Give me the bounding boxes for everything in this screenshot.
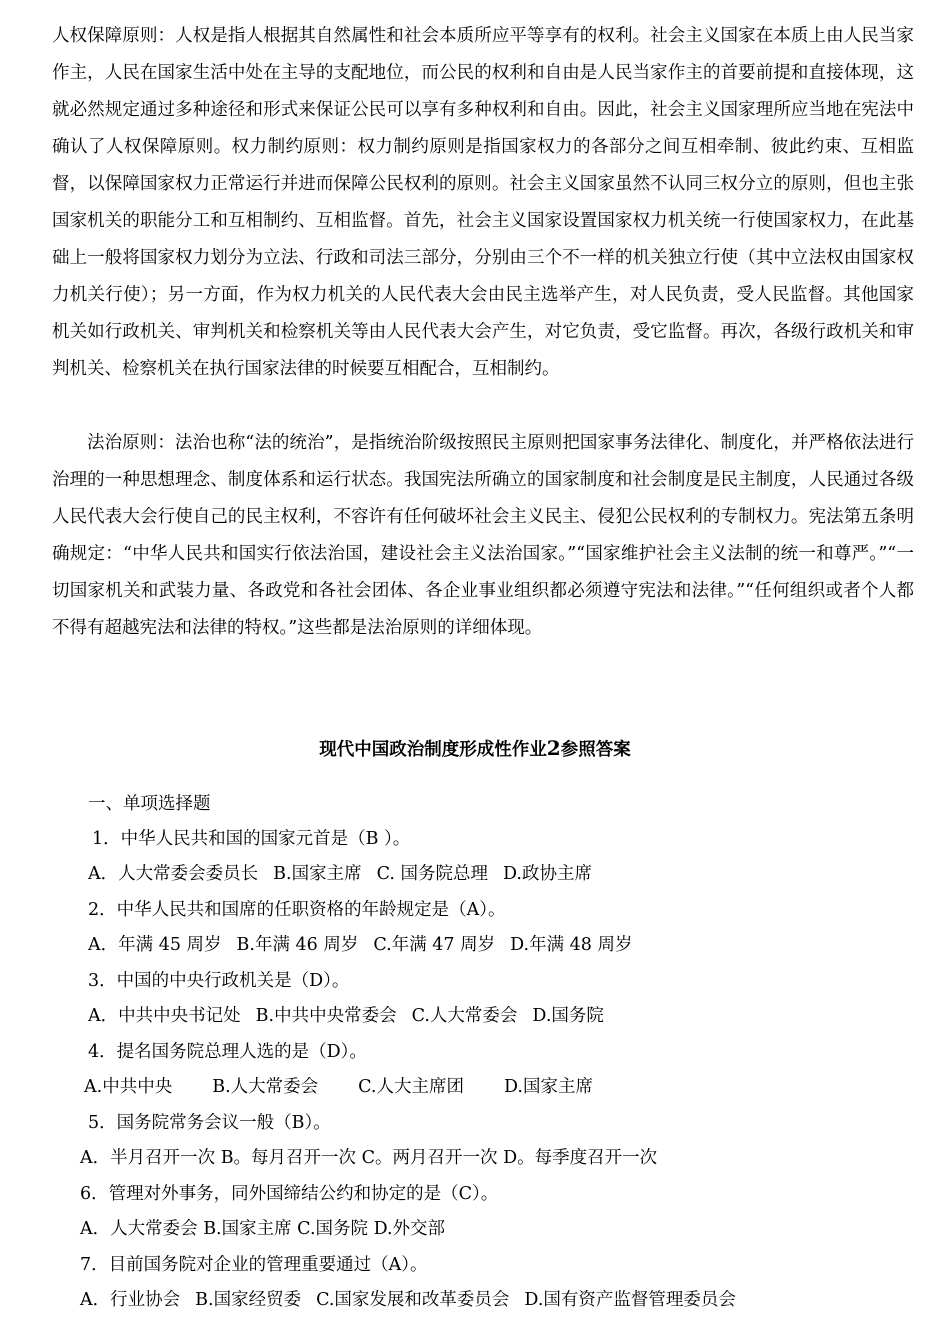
option-b: B.人大常委会 [212,1077,319,1097]
question-7: 7．目前国务院对企业的管理重要通过（A）。 [80,1255,428,1275]
option-a: A．行业协会 [80,1290,181,1310]
question-1-options [88,860,607,885]
option-a: A．人大常委会委员长 [88,864,259,884]
section-heading: 一、单项选择题 [88,794,211,814]
title-text-post: 参照答案 [560,740,631,760]
option-c: C. 国务院总理 [376,864,488,884]
option-b: B.国家主席 [273,864,362,884]
question-3: 3．中国的中央行政机关是（D）。 [88,971,350,991]
question-6: 6．管理对外事务，同外国缔结公约和协定的是（C）。 [80,1184,499,1204]
title-number: 2 [546,736,561,760]
section-title [0,736,950,761]
option-a: A．年满 45 周岁 [88,935,222,955]
option-d: D.年满 48 周岁 [510,935,633,955]
option-d: D.政协主席 [502,864,592,884]
option-a: A.中共中央 [84,1077,173,1097]
question-5: 5．国务院常务会议一般（B）。 [88,1113,331,1133]
question-1: 1．中华人民共和国的国家元首是（B ）。 [92,829,411,849]
option-c: C.人大主席团 [358,1077,464,1097]
question-5-options: A．半月召开一次 B。每月召开一次 C。两月召开一次 D。每季度召开一次 [80,1148,658,1168]
option-a: A．中共中央书记处 [88,1006,241,1026]
option-c: C.年满 47 周岁 [373,935,496,955]
paragraph-rule-of-law: 法治原则：法治也称“法的统治”，是指统治阶级按照民主原则把国家事务法律化、制度化，并严格依法进行治理的一种思想理念、制度体系和运行状态。我国宪法所确立的国家制度和社会制度是民主制度，人民通过各级人民代表大会行使自己的民主权利，不容许有任何破坏社会主义民主、侵犯公民权利的专制权力。宪法第五条明确规定：“中华人民共和国实行依法治国，建设社会主义法治国家。”“国家维护社会主义法制的统一和尊严。”“一切国家机关和武装力量、各政党和各社会团体、各企业事业组织都必须遵守宪法和法律。”“任何组织或者个人都不得有超越宪法和法律的特权。”这些都是法治原则的详细体现。 [52,433,914,638]
option-b: B.年满 46 周岁 [236,935,359,955]
question-6-options: A．人大常委会 B.国家主席 C.国务院 D.外交部 [80,1219,446,1239]
option-c: C.人大常委会 [411,1006,518,1026]
option-d: D.国有资产监督管理委员会 [524,1290,736,1310]
question-2-options [88,931,647,956]
option-d: D.国务院 [532,1006,604,1026]
question-7-options [80,1286,751,1311]
option-b: B.国家经贸委 [195,1290,302,1310]
paragraph-human-rights: 人权保障原则：人权是指人根据其自然属性和社会本质所应平等享有的权利。社会主义国家在本质上由人民当家作主，人民在国家生活中处在主导的支配地位，而公民的权利和自由是人民当家作主的首要前提和直接体现，这就必然规定通过多种途径和形式来保证公民可以享有多种权利和自由。因此，社会主义国家理所应当地在宪法中确认了人权保障原则。权力制约原则：权力制约原则是指国家权力的各部分之间互相牵制、彼此约束、互相监督，以保障国家权力正常运行并进而保障公民权利的原则。社会主义国家虽然不认同三权分立的原则，但也主张国家机关的职能分工和互相制约、互相监督。首先，社会主义国家设置国家权力机关统一行使国家权力，在此基础上一般将国家权力划分为立法、行政和司法三部分，分别由三个不一样的机关独立行使（其中立法权由国家权力机关行使）；另一方面，作为权力机关的人民代表大会由民主选举产生，对人民负责，受人民监督。其他国家机关如行政机关、审判机关和检察机关等由人民代表大会产生，对它负责，受它监督。再次，各级行政机关和审判机关、检察机关在执行国家法律的时候要互相配合，互相制约。 [52,26,914,379]
option-b: B.中共中央常委会 [255,1006,397,1026]
question-3-options [88,1002,619,1027]
title-text-pre: 现代中国政治制度形成性作业 [319,740,547,760]
option-c: C.国家发展和改革委员会 [316,1290,510,1310]
question-2: 2．中华人民共和国席的任职资格的年龄规定是（A）。 [88,900,506,920]
question-4: 4．提名国务院总理人选的是（D）。 [88,1042,367,1062]
question-4-options [84,1073,608,1098]
option-d: D.国家主席 [503,1077,593,1097]
